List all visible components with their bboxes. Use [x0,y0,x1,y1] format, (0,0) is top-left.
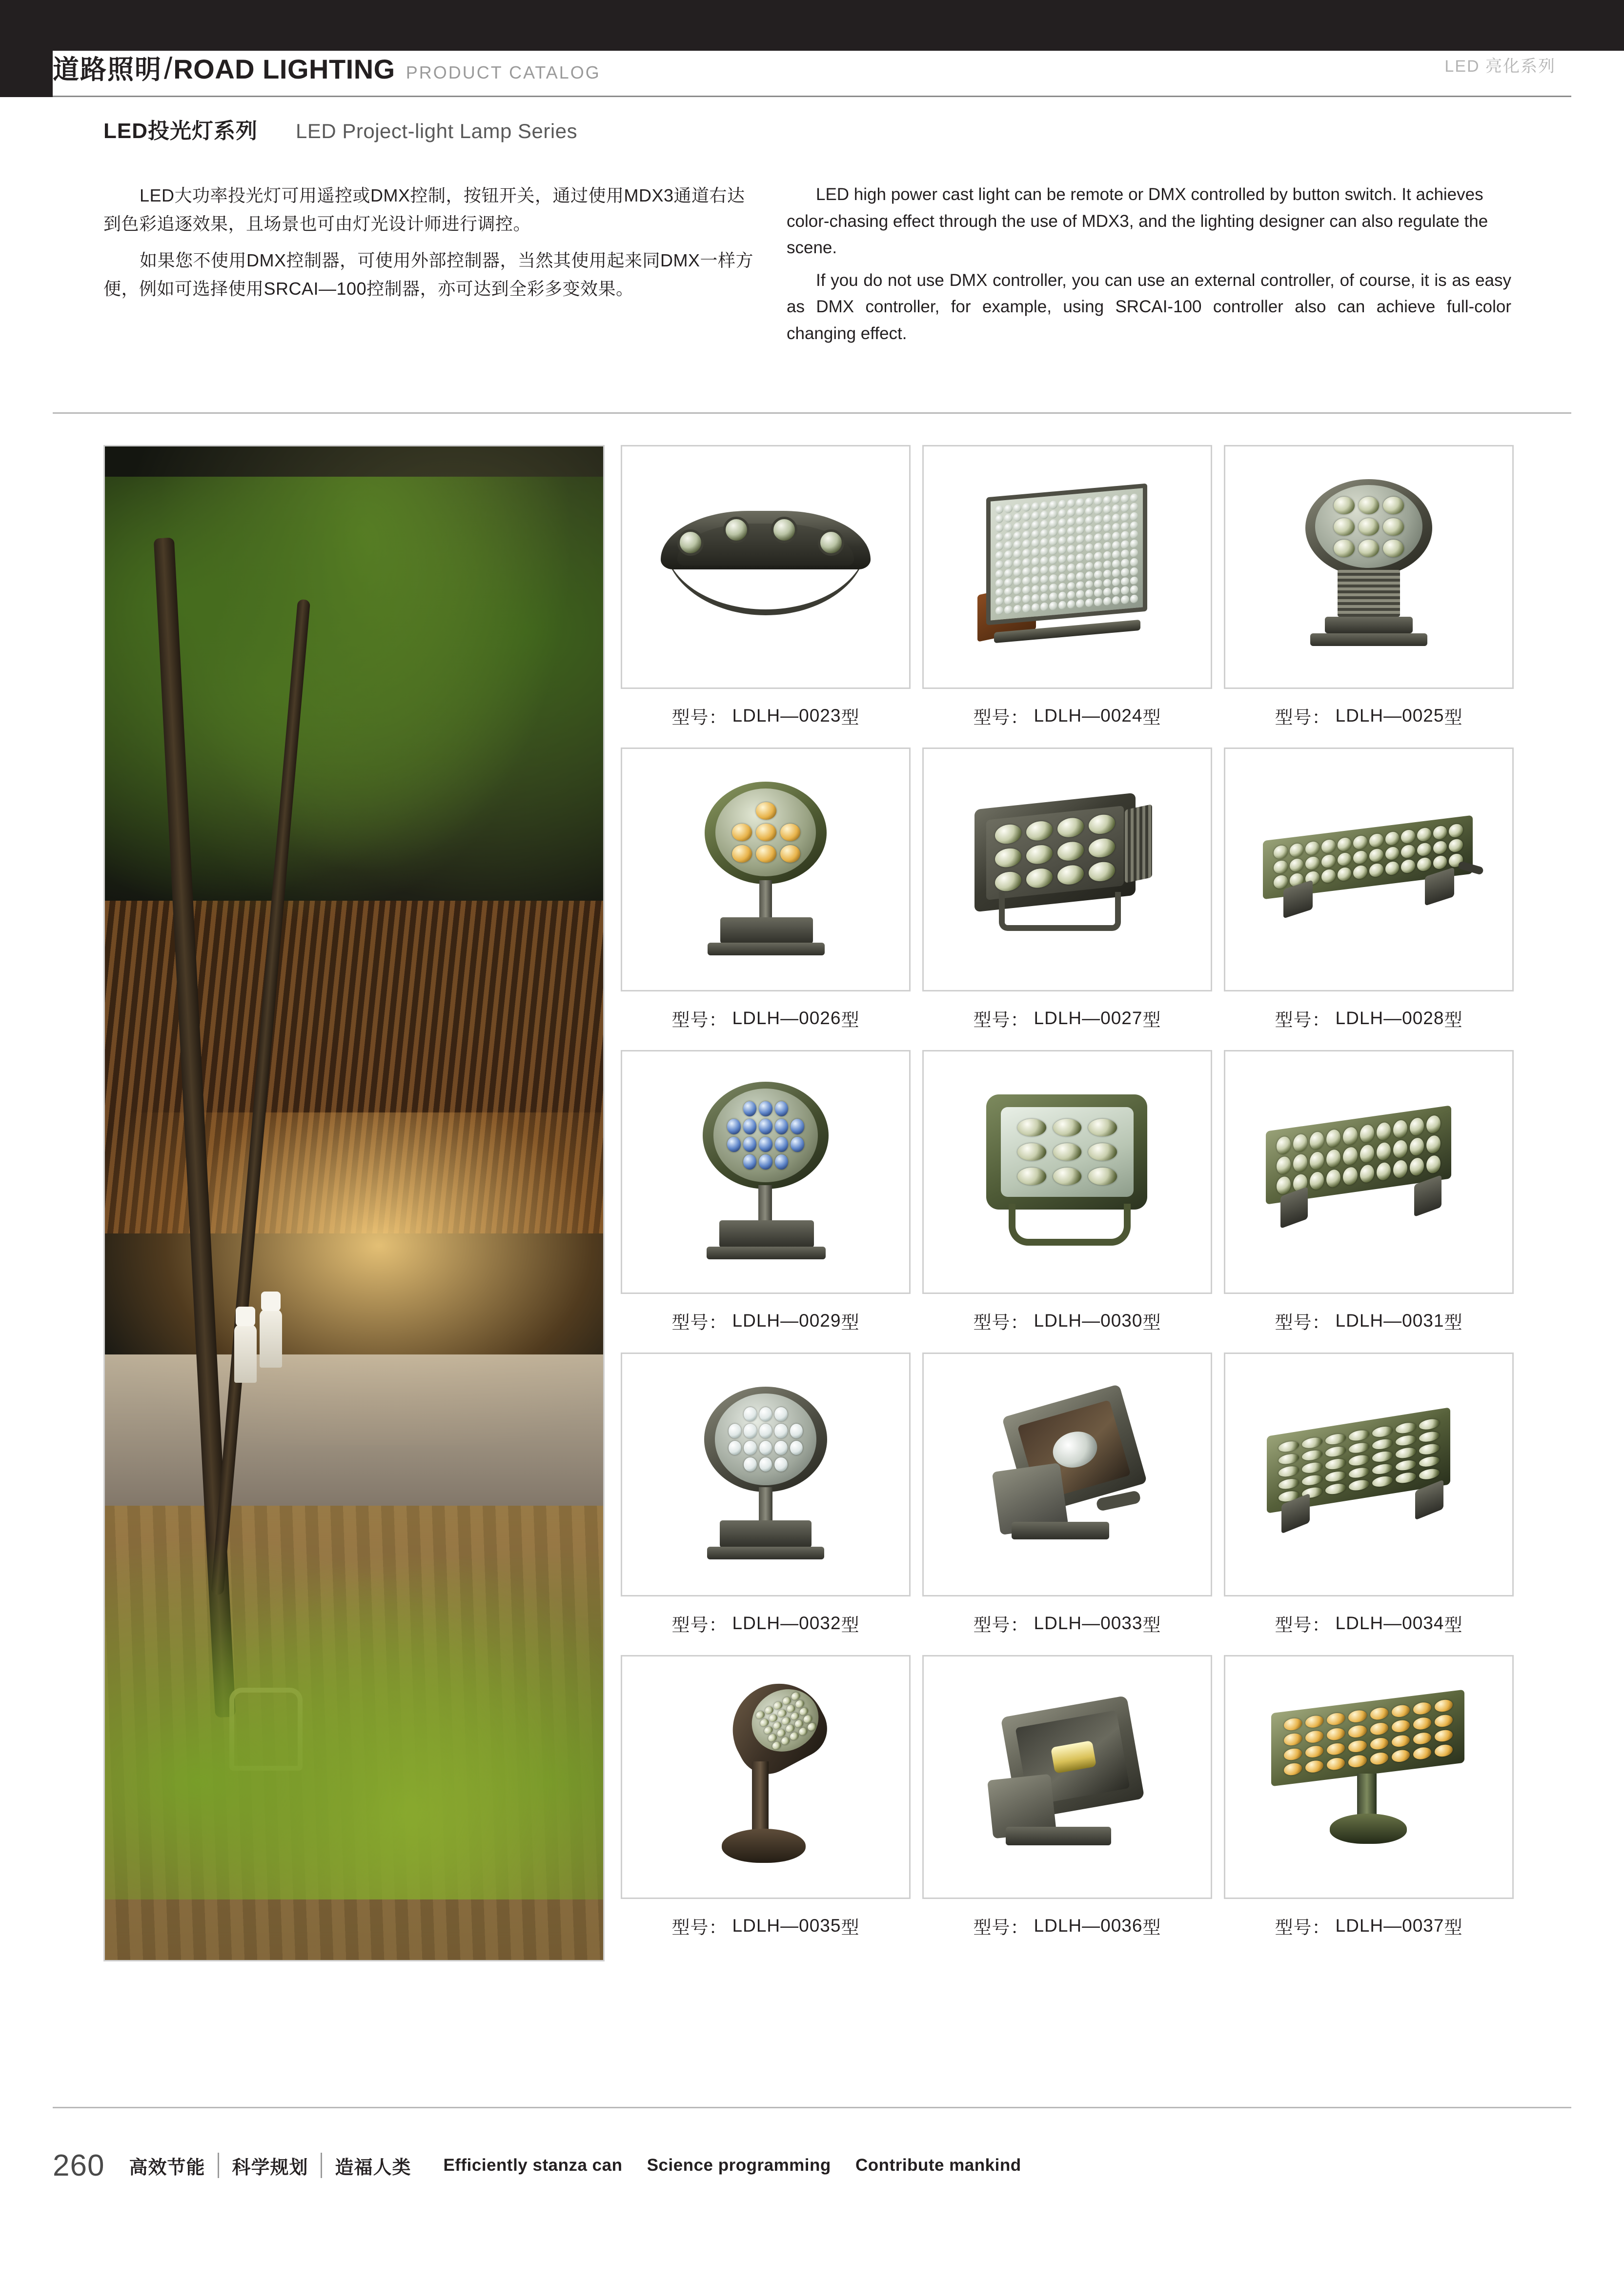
product-label: 型号： [973,1313,1029,1333]
product-suffix: 型 [841,1918,860,1938]
product-suffix: 型 [841,707,860,727]
product-suffix: 型 [841,1010,860,1030]
product-image-ldlh-0028 [1224,747,1514,991]
product-caption [621,689,911,743]
product-caption [621,991,911,1045]
description-en-paragraph-2: If you do not use DMX controller, you can use an external controller, of course, it is as easy as DMX controller, for example, using SRCAI-100 controller also can achieve full-color changing effect. [787,270,1511,343]
product-grid [621,445,1519,1958]
lamp-artwork-bar35 [1225,1354,1512,1595]
product-image-ldlh-0037 [1224,1655,1514,1899]
product-label: 型号： [1275,1010,1331,1030]
product-model: LDLH—0025 [1335,706,1444,726]
header-title-cn: 道路照明 [53,55,162,84]
product-label: 型号： [973,1918,1029,1938]
product-suffix: 型 [1444,1010,1463,1030]
footer-slogan-en-2: Science programming [647,2156,831,2175]
hero-photo-artwork [105,446,603,1960]
product-label: 型号： [973,707,1029,727]
header-title-en: ROAD LIGHTING [173,54,395,84]
product-model: LDLH—0026 [732,1008,841,1028]
product-cell[interactable] [1224,1655,1514,1958]
product-label: 型号： [1275,1615,1331,1635]
header-title-group [53,49,601,86]
product-image-ldlh-0033 [922,1353,1212,1596]
product-model: LDLH—0032 [732,1613,841,1633]
product-suffix: 型 [841,1615,860,1635]
footer-slogans-en [444,2156,1041,2175]
product-caption [1224,1294,1514,1348]
product-label: 型号： [1275,707,1331,727]
product-model: LDLH—0029 [732,1311,841,1331]
product-caption [1224,1596,1514,1650]
description-cn-paragraph-2: 如果您不使用DMX控制器，可使用外部控制器，当然其使用起来同DMX一样方便，例如可选择使用SRCAI—100控制器，亦可达到全彩多变效果。 [103,250,753,299]
product-suffix: 型 [1444,1313,1463,1333]
product-label: 型号： [973,1615,1029,1635]
product-image-ldlh-0029 [621,1050,911,1294]
product-image-ldlh-0030 [922,1050,1212,1294]
product-caption [621,1899,911,1953]
product-model: LDLH—0023 [732,706,841,726]
section-title-en: LED Project-light Lamp Series [296,120,578,142]
footer-slogan-en-3: Contribute mankind [855,2156,1021,2175]
product-model: LDLH—0031 [1335,1311,1444,1331]
lamp-artwork-bar30 [1225,1051,1512,1292]
product-model: LDLH—0027 [1034,1008,1143,1028]
lamp-artwork-round9 [1225,446,1512,687]
product-model: LDLH—0030 [1034,1311,1143,1331]
page-header [0,0,1624,98]
lamp-artwork-cob-flood [924,1656,1211,1898]
description-english [787,182,1511,347]
lamp-artwork-arc [622,446,909,687]
lamp-artwork-garden-spot [622,1656,909,1898]
product-model: LDLH—0036 [1034,1916,1143,1936]
product-caption [621,1596,911,1650]
footer-slogan-cn-2: 科学规划 [232,2157,308,2178]
section-title-cn: LED投光灯系列 [103,119,258,143]
product-caption [1224,1899,1514,1953]
product-cell[interactable] [922,1353,1212,1655]
header-black-block [0,51,53,97]
product-suffix: 型 [841,1313,860,1333]
lamp-artwork-square9 [924,1051,1211,1292]
product-image-ldlh-0023 [621,445,911,689]
product-image-ldlh-0026 [621,747,911,991]
lamp-artwork-cob-tilt [924,1354,1211,1595]
product-image-ldlh-0032 [621,1353,911,1596]
page-number: 260 [53,2148,105,2182]
product-caption [922,1899,1212,1953]
product-cell[interactable] [1224,445,1514,747]
product-cell[interactable] [621,747,911,1050]
product-cell[interactable] [922,1655,1212,1958]
lamp-artwork-bar-amber [1225,1656,1512,1898]
product-caption [922,689,1212,743]
header-subtitle-en: PRODUCT CATALOG [406,62,601,82]
product-suffix: 型 [1142,1918,1161,1938]
footer-slogan-cn-1: 高效节能 [129,2157,205,2178]
product-image-ldlh-0031 [1224,1050,1514,1294]
hero-photo [103,445,605,1961]
product-image-ldlh-0027 [922,747,1212,991]
lamp-artwork-bar36 [1225,749,1512,990]
product-model: LDLH—0028 [1335,1008,1444,1028]
product-caption [922,1294,1212,1348]
product-suffix: 型 [1444,1918,1463,1938]
product-label: 型号： [1275,1313,1331,1333]
product-caption [922,991,1212,1045]
product-caption [922,1596,1212,1650]
product-suffix: 型 [1444,1615,1463,1635]
product-model: LDLH—0034 [1335,1613,1444,1633]
product-suffix: 型 [1444,707,1463,727]
product-label: 型号： [671,1010,728,1030]
product-image-ldlh-0034 [1224,1353,1514,1596]
header-title-slash: / [164,52,173,85]
page-footer [53,2131,1571,2200]
header-divider [53,96,1571,97]
lamp-artwork-panel [924,446,1211,687]
product-caption [1224,991,1514,1045]
product-cell[interactable] [1224,1050,1514,1353]
product-model: LDLH—0037 [1335,1916,1444,1936]
description-cn-paragraph-1: LED大功率投光灯可用遥控或DMX控制，按钮开关，通过使用MDX3通道右达到色彩追逐效果，且场景也可由灯光设计师进行调控。 [103,185,745,234]
lamp-artwork-round-blue [622,1051,909,1292]
product-cell[interactable] [621,445,911,747]
product-caption [621,1294,911,1348]
product-image-ldlh-0024 [922,445,1212,689]
product-label: 型号： [671,707,728,727]
product-suffix: 型 [1142,1615,1161,1635]
product-suffix: 型 [1142,1010,1161,1030]
footer-slogans-cn [116,2152,424,2179]
product-model: LDLH—0024 [1034,706,1143,726]
product-caption [1224,689,1514,743]
product-cell[interactable] [621,1353,911,1655]
product-label: 型号： [671,1918,728,1938]
product-cell[interactable] [922,1050,1212,1353]
header-black-bar [0,0,1624,51]
product-image-ldlh-0025 [1224,445,1514,689]
product-label: 型号： [671,1615,728,1635]
footer-divider [53,2107,1571,2108]
footer-slogan-en-1: Efficiently stanza can [443,2156,623,2175]
product-image-ldlh-0036 [922,1655,1212,1899]
product-cell[interactable] [1224,1353,1514,1655]
product-label: 型号： [1275,1918,1331,1938]
product-model: LDLH—0035 [732,1916,841,1936]
lamp-artwork-round-white [622,1354,909,1595]
product-cell[interactable] [621,1655,911,1958]
product-cell[interactable] [922,445,1212,747]
product-suffix: 型 [1142,1313,1161,1333]
product-cell[interactable] [1224,747,1514,1050]
product-suffix: 型 [1142,707,1161,727]
gallery-top-divider [53,412,1571,414]
lamp-artwork-round-amber [622,749,909,990]
section-title-group [103,113,577,144]
product-label: 型号： [671,1313,728,1333]
product-cell[interactable] [621,1050,911,1353]
header-series-label: LED 亮化系列 [1444,57,1556,76]
description-en-paragraph-1: LED high power cast light can be remote or DMX controlled by button switch. It achieves color-chasing effect through the use of MDX3, and the lighting designer can also regulate the scene. [787,185,1488,258]
product-image-ldlh-0035 [621,1655,911,1899]
product-cell[interactable] [922,747,1212,1050]
product-model: LDLH—0033 [1034,1613,1143,1633]
footer-slogan-cn-3: 造福人类 [335,2157,411,2178]
description-chinese [103,182,760,303]
product-label: 型号： [973,1010,1029,1030]
lamp-artwork-rect12 [924,749,1211,990]
